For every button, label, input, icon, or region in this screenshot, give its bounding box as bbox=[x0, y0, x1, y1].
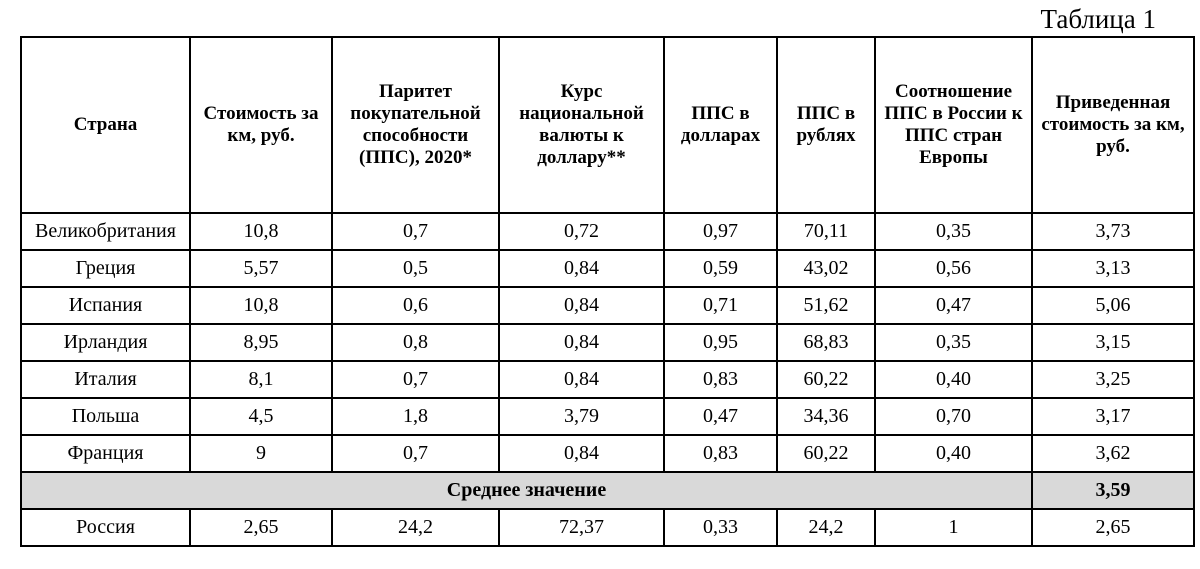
cell-ppp-rubles: 60,22 bbox=[777, 361, 875, 398]
cell-ppp-2020: 1,8 bbox=[332, 398, 499, 435]
header-ppp-rubles: ППС в рублях bbox=[777, 37, 875, 213]
cell-cost-per-km: 4,5 bbox=[190, 398, 332, 435]
cell-ppp-rubles: 51,62 bbox=[777, 287, 875, 324]
cell-adjusted-cost: 3,62 bbox=[1032, 435, 1194, 472]
cell-adjusted-cost: 3,13 bbox=[1032, 250, 1194, 287]
cell-cost-per-km: 2,65 bbox=[190, 509, 332, 546]
header-country: Страна bbox=[21, 37, 190, 213]
cell-cost-per-km: 8,1 bbox=[190, 361, 332, 398]
cell-adjusted-cost: 3,73 bbox=[1032, 213, 1194, 250]
table-row bbox=[21, 435, 1194, 472]
cell-cost-per-km: 8,95 bbox=[190, 324, 332, 361]
cell-cost-per-km: 10,8 bbox=[190, 213, 332, 250]
cell-country: Польша bbox=[21, 398, 190, 435]
cell-ppp-ratio: 0,56 bbox=[875, 250, 1032, 287]
cell-exchange-rate: 3,79 bbox=[499, 398, 664, 435]
cell-ppp-dollars: 0,83 bbox=[664, 361, 777, 398]
cell-ppp-dollars: 0,83 bbox=[664, 435, 777, 472]
cell-adjusted-cost: 3,17 bbox=[1032, 398, 1194, 435]
header-exchange-rate: Курс национальной валюты к доллару** bbox=[499, 37, 664, 213]
cell-exchange-rate: 0,84 bbox=[499, 250, 664, 287]
cell-adjusted-cost: 2,65 bbox=[1032, 509, 1194, 546]
cell-ppp-rubles: 43,02 bbox=[777, 250, 875, 287]
cell-ppp-2020: 24,2 bbox=[332, 509, 499, 546]
header-cost-per-km: Стоимость за км, руб. bbox=[190, 37, 332, 213]
table-caption: Таблица 1 bbox=[1040, 4, 1156, 34]
cell-cost-per-km: 9 bbox=[190, 435, 332, 472]
cell-adjusted-cost: 5,06 bbox=[1032, 287, 1194, 324]
cell-ppp-ratio: 0,70 bbox=[875, 398, 1032, 435]
table-row bbox=[21, 213, 1194, 250]
cell-ppp-rubles: 68,83 bbox=[777, 324, 875, 361]
cell-cost-per-km: 5,57 bbox=[190, 250, 332, 287]
header-row bbox=[21, 37, 1194, 213]
cell-country: Франция bbox=[21, 435, 190, 472]
header-ppp-dollars: ППС в долларах bbox=[664, 37, 777, 213]
cell-ppp-ratio: 0,35 bbox=[875, 324, 1032, 361]
cell-exchange-rate: 72,37 bbox=[499, 509, 664, 546]
cell-exchange-rate: 0,84 bbox=[499, 361, 664, 398]
cell-exchange-rate: 0,84 bbox=[499, 435, 664, 472]
cell-ppp-2020: 0,7 bbox=[332, 213, 499, 250]
russia-row bbox=[21, 509, 1194, 546]
cell-country: Италия bbox=[21, 361, 190, 398]
cell-ppp-dollars: 0,33 bbox=[664, 509, 777, 546]
cell-ppp-ratio: 0,35 bbox=[875, 213, 1032, 250]
cell-country: Греция bbox=[21, 250, 190, 287]
header-ppp-2020: Паритет покупательной способности (ППС), 2020* bbox=[332, 37, 499, 213]
cell-ppp-dollars: 0,97 bbox=[664, 213, 777, 250]
mean-label: Среднее значение bbox=[21, 472, 1032, 509]
table-row bbox=[21, 361, 1194, 398]
cell-ppp-2020: 0,8 bbox=[332, 324, 499, 361]
cell-ppp-2020: 0,6 bbox=[332, 287, 499, 324]
cell-ppp-ratio: 0,47 bbox=[875, 287, 1032, 324]
header-adjusted-cost: Приведенная стоимость за км, руб. bbox=[1032, 37, 1194, 213]
data-table bbox=[20, 36, 1195, 547]
cell-ppp-dollars: 0,47 bbox=[664, 398, 777, 435]
header-ppp-ratio: Соотношение ППС в России к ППС стран Европы bbox=[875, 37, 1032, 213]
cell-ppp-2020: 0,5 bbox=[332, 250, 499, 287]
cell-country: Испания bbox=[21, 287, 190, 324]
cell-ppp-dollars: 0,59 bbox=[664, 250, 777, 287]
cell-ppp-rubles: 34,36 bbox=[777, 398, 875, 435]
cell-ppp-rubles: 70,11 bbox=[777, 213, 875, 250]
table-row bbox=[21, 398, 1194, 435]
cell-ppp-ratio: 0,40 bbox=[875, 435, 1032, 472]
cell-exchange-rate: 0,84 bbox=[499, 324, 664, 361]
cell-exchange-rate: 0,72 bbox=[499, 213, 664, 250]
mean-value: 3,59 bbox=[1032, 472, 1194, 509]
table-row bbox=[21, 324, 1194, 361]
cell-ppp-2020: 0,7 bbox=[332, 435, 499, 472]
cell-ppp-rubles: 60,22 bbox=[777, 435, 875, 472]
cell-country: Ирландия bbox=[21, 324, 190, 361]
table-row bbox=[21, 250, 1194, 287]
cell-country: Россия bbox=[21, 509, 190, 546]
cell-ppp-ratio: 0,40 bbox=[875, 361, 1032, 398]
cell-ppp-ratio: 1 bbox=[875, 509, 1032, 546]
table-row bbox=[21, 287, 1194, 324]
cell-adjusted-cost: 3,25 bbox=[1032, 361, 1194, 398]
cell-ppp-dollars: 0,95 bbox=[664, 324, 777, 361]
cell-ppp-rubles: 24,2 bbox=[777, 509, 875, 546]
cell-adjusted-cost: 3,15 bbox=[1032, 324, 1194, 361]
cell-ppp-dollars: 0,71 bbox=[664, 287, 777, 324]
mean-row bbox=[21, 472, 1194, 509]
cell-exchange-rate: 0,84 bbox=[499, 287, 664, 324]
cell-cost-per-km: 10,8 bbox=[190, 287, 332, 324]
cell-country: Великобритания bbox=[21, 213, 190, 250]
cell-ppp-2020: 0,7 bbox=[332, 361, 499, 398]
